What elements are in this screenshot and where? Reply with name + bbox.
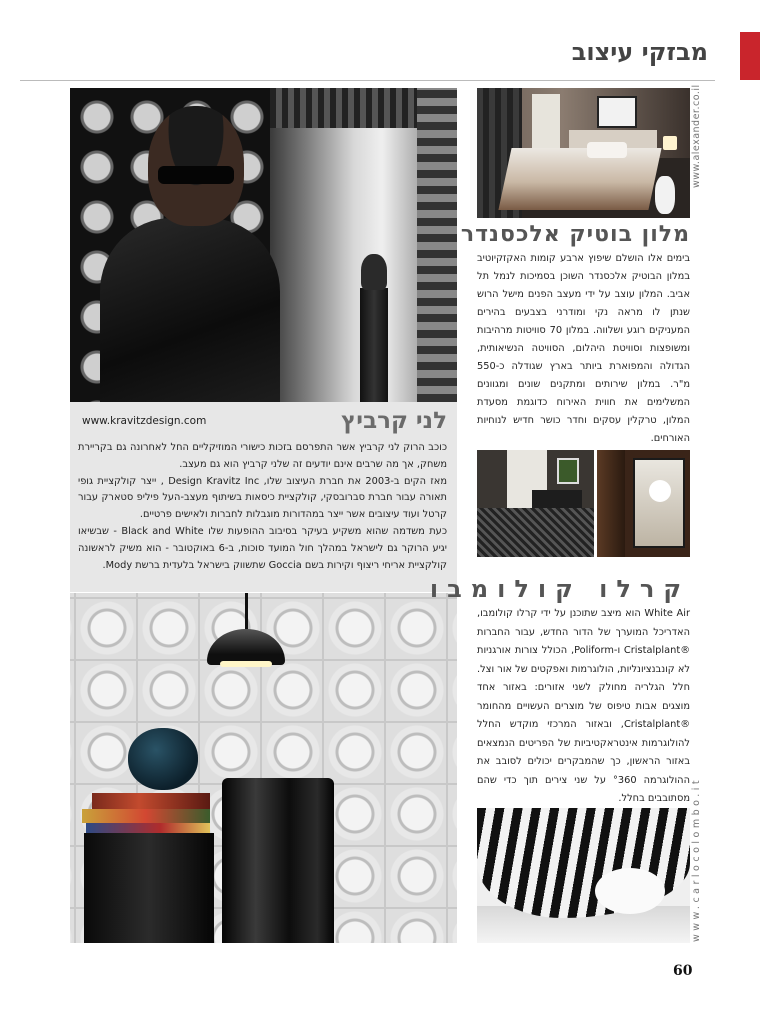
kravitz-paragraph: כעת משדמה שהוא משקיע בעיקר בסיבוב ההופעות שלו Black and White - שבשיאו יגיע הרוקר גם לישראל במהלך חול המועד סוכות, ב-6 באוקטובר - הוא משיק לראשונה קולקציית אריחי ריצוף וקירות בשם Goccia שתשווק בישראל בלעדית ברשת Mody. bbox=[78, 525, 447, 571]
black-cylinder-table bbox=[222, 778, 334, 943]
lamp-glow bbox=[220, 661, 272, 667]
black-side-table bbox=[84, 833, 214, 943]
lamp-cord bbox=[245, 593, 248, 633]
textured-wall bbox=[417, 88, 457, 402]
kravitz-body bbox=[78, 440, 447, 574]
book-stack bbox=[82, 809, 210, 823]
patterned-rug bbox=[477, 508, 594, 557]
white-vase bbox=[655, 176, 675, 214]
alexander-body: בימים אלו הושלם שיפוץ ארבע קומות האקזקיוטיב במלון הבוטיק אלכסנדר השוכן בסמיכות לנמל תל אביב. המלון עוצב על ידי מעצב הפנים מישל הרוש שנתן לו מראה נקי ומודרני בצבעים בהירים המעניקים רוגע ושלווה. במלון 70 סוויטות מרהיבות ומשופצות וסוויטת היהלום, הסוויטה הנשיאותית, הגדולה והמפוארת ביותר בארץ שגודלה כ-550 מ"ר. במלון שירותים ומתקנים שונים ומגוונים המשלימים את חווית האירוח כדוגמת מסעדת המלון, טרקלין עסקים וחדר כושר חדיש לנוחיות האורחים. bbox=[477, 253, 691, 444]
book-stack bbox=[92, 793, 210, 809]
pillow bbox=[587, 142, 627, 158]
goccia-tiles-photo bbox=[70, 593, 457, 943]
kravitz-article-box bbox=[70, 402, 457, 592]
display-object bbox=[649, 480, 671, 502]
bedside-lamp bbox=[663, 136, 677, 150]
kravitz-url: www.kravitzdesign.com bbox=[82, 415, 207, 427]
page-number: 60 bbox=[673, 963, 693, 979]
hotel-bedroom-photo bbox=[477, 88, 690, 218]
colombo-heading: קרלו קולומבו bbox=[429, 575, 690, 603]
section-title: מבזקי עיצוב bbox=[571, 38, 708, 66]
white-air-installation-photo bbox=[477, 808, 690, 943]
marble-pedestal bbox=[360, 288, 388, 402]
hotel-lounge-photo bbox=[477, 450, 594, 557]
kravitz-portrait-photo bbox=[70, 88, 457, 402]
kravitz-heading: לני קרביץ bbox=[341, 408, 447, 434]
wood-panel bbox=[597, 450, 625, 557]
person-jacket bbox=[100, 218, 280, 402]
wall-art bbox=[557, 458, 579, 484]
alexander-url: www.alexander.co.il bbox=[691, 84, 702, 188]
sunglasses bbox=[158, 166, 234, 184]
section-accent-bar bbox=[740, 32, 760, 80]
bust-sculpture bbox=[361, 254, 387, 290]
colombo-body: White Air הוא מיצב שתוכנן על ידי קרלו קולומבו, האדריכל המוערך של הדור החדש, עבור החברות ®Cristalplant ו-Poliform, הכולל צורות אורגניות לא קונבנציונליות, הולוגרמות ואפקטים של אור וצל. חלל הגלריה מחולק לשני אזורים: באזור אחד מוצגים אבות טיפוס של מוצרים העשויים מהחומר ®Cristalplant, ובאזור המרכזי מוקדש החלל להולוגרמות אינטראקטיביות של הפריטים הנמצאים באזור הראשון, כך שהמבקרים יכולים לסובב את ההולוגרמה °360 על שני צירים תוך כדי שהם מסתובבים בחלל. bbox=[477, 608, 690, 804]
bed bbox=[498, 148, 661, 210]
kravitz-paragraph: כוכב הרוק לני קרביץ אשר התפרסם בזכות כישורי המוזיקליים החל לאחרונה גם בקריירת משחק, אך מה שרבים אינם יודעים זה שלני קרביץ הוא גם מעצב. bbox=[78, 442, 447, 470]
tunnel-opening bbox=[595, 868, 665, 914]
header-rule bbox=[20, 80, 715, 81]
colombo-url: www.carlocolombo.it bbox=[691, 776, 702, 942]
hotel-lobby-photo bbox=[597, 450, 690, 557]
alexander-heading: מלון בוטיק אלכסנדר bbox=[460, 222, 690, 247]
display-case bbox=[633, 458, 685, 548]
sofa bbox=[532, 490, 582, 510]
blue-vase bbox=[128, 728, 198, 790]
kravitz-paragraph: מאז הקים ב-2003 את חברת העיצוב שלו, Design Kravitz Inc , ייצר קולקציית גופי תאורה עבור חברת סברובסקי, קולקציית כיסאות בשיתוף מעצב-העל פיליפ סטארק עבור קרטל ועוד עיצובים אשר ייצר במהדורות מוגבלות לחברות ולאישים פרטיים. bbox=[78, 475, 447, 521]
wall-art bbox=[597, 96, 637, 128]
